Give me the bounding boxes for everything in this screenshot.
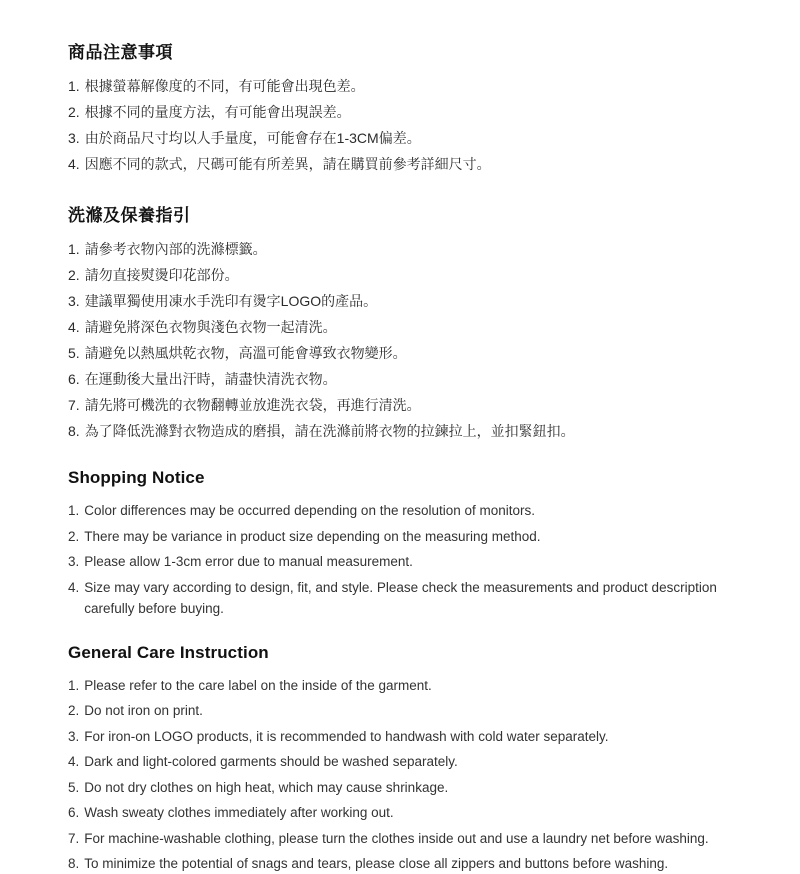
list-item [68,777,748,798]
list-item-text: 請避免將深色衣物與淺色衣物一起清洗。 [85,316,748,338]
list-item [68,238,748,260]
shopping-notice-list [68,500,748,619]
list-item-number: 8. [68,420,80,442]
list-item-number: 2. [68,526,79,547]
list-item-number: 5. [68,777,79,798]
list-item [68,290,748,312]
section-heading: 洗滌及保養指引 [68,201,748,226]
list-item [68,551,748,572]
list-item [68,700,748,721]
care-list [68,238,748,442]
list-item-number: 3. [68,290,80,312]
section-shopping-notice-en [68,468,748,619]
list-item-text: 因應不同的款式，尺碼可能有所差異，請在購買前參考詳細尺寸。 [85,153,748,175]
list-item-number: 6. [68,368,80,390]
list-item-number: 2. [68,264,80,286]
list-item [68,394,748,416]
list-item [68,101,748,123]
list-item-number: 2. [68,101,80,123]
list-item [68,127,748,149]
section-product-notice-cjk [68,38,748,175]
section-care-guide-cjk [68,201,748,442]
list-item-text: Do not dry clothes on high heat, which may cause shrinkage. [84,777,748,798]
list-item-text: Please allow 1-3cm error due to manual measurement. [84,551,748,572]
list-item [68,828,748,849]
list-item [68,853,748,874]
list-item [68,751,748,772]
list-item-text: 建議單獨使用凍水手洗印有燙字LOGO的產品。 [85,290,748,312]
section-heading: 商品注意事項 [68,38,748,63]
list-item [68,802,748,823]
list-item-text: 請避免以熱風烘乾衣物，高溫可能會導致衣物變形。 [85,342,748,364]
section-general-care-en [68,643,748,874]
list-item-text: Wash sweaty clothes immediately after working out. [84,802,748,823]
list-item-number: 2. [68,700,79,721]
list-item-number: 1. [68,500,79,521]
list-item-text: 由於商品尺寸均以人手量度，可能會存在1-3CM偏差。 [85,127,748,149]
list-item-number: 4. [68,316,80,338]
section-heading: General Care Instruction [68,643,748,663]
list-item-text: 在運動後大量出汗時，請盡快清洗衣物。 [85,368,748,390]
list-item [68,75,748,97]
list-item-text: Dark and light-colored garments should be washed separately. [84,751,748,772]
list-item-text: 請勿直接熨燙印花部份。 [85,264,748,286]
general-care-list [68,675,748,874]
list-item [68,675,748,696]
list-item-text: Do not iron on print. [84,700,748,721]
list-item-text: 請參考衣物內部的洗滌標籤。 [85,238,748,260]
list-item-number: 8. [68,853,79,874]
list-item-text: For machine-washable clothing, please turn the clothes inside out and use a laundry net before washing. [84,828,748,849]
list-item-text: There may be variance in product size depending on the measuring method. [84,526,748,547]
list-item-number: 4. [68,577,79,598]
list-item [68,368,748,390]
list-item-number: 3. [68,726,79,747]
list-item-number: 3. [68,551,79,572]
list-item-text: Size may vary according to design, fit, and style. Please check the measurements and product description carefully before buying. [84,577,748,619]
list-item [68,577,748,619]
list-item-number: 1. [68,238,80,260]
list-item-text: Color differences may be occurred depending on the resolution of monitors. [84,500,748,521]
list-item [68,726,748,747]
list-item-number: 7. [68,394,80,416]
list-item [68,316,748,338]
list-item-number: 7. [68,828,79,849]
list-item [68,500,748,521]
notice-list [68,75,748,175]
list-item-number: 4. [68,153,80,175]
list-item-text: 請先將可機洗的衣物翻轉並放進洗衣袋，再進行清洗。 [85,394,748,416]
list-item-text: For iron-on LOGO products, it is recommended to handwash with cold water separately. [84,726,748,747]
list-item [68,526,748,547]
list-item [68,153,748,175]
list-item [68,264,748,286]
list-item [68,420,748,442]
list-item-number: 1. [68,675,79,696]
list-item-number: 1. [68,75,80,97]
section-heading: Shopping Notice [68,468,748,488]
list-item-number: 5. [68,342,80,364]
list-item-text: 根據不同的量度方法，有可能會出現誤差。 [85,101,748,123]
list-item-number: 3. [68,127,80,149]
list-item-number: 6. [68,802,79,823]
list-item-text: Please refer to the care label on the inside of the garment. [84,675,748,696]
list-item-text: 為了降低洗滌對衣物造成的磨損，請在洗滌前將衣物的拉鍊拉上，並扣緊鈕扣。 [85,420,748,442]
list-item-number: 4. [68,751,79,772]
list-item-text: To minimize the potential of snags and tears, please close all zippers and buttons before washing. [84,853,748,874]
list-item [68,342,748,364]
list-item-text: 根據螢幕解像度的不同，有可能會出現色差。 [85,75,748,97]
